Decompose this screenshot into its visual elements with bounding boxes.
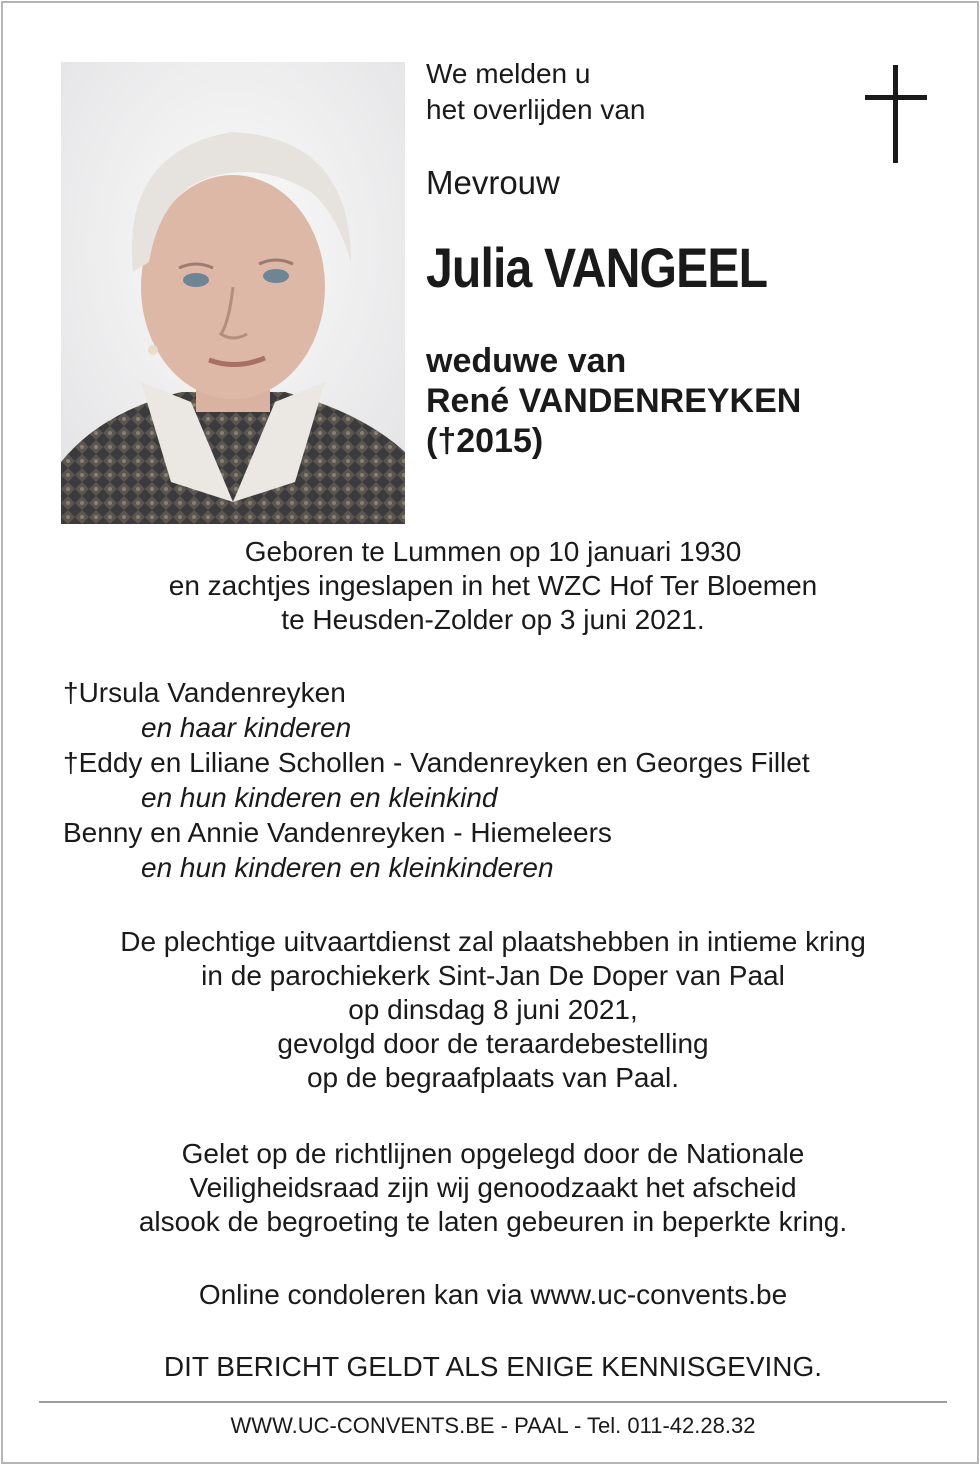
- covid-line-1: Gelet op de richtlijnen opgelegd door de Nationale: [181, 1138, 805, 1169]
- intro-line-1: We melden u: [426, 58, 591, 89]
- family-sub: en haar kinderen: [141, 712, 352, 743]
- portrait-illustration: [61, 62, 405, 524]
- family-name: †Ursula Vandenreyken: [63, 677, 346, 708]
- cross-icon: [865, 65, 927, 163]
- birth-line-2: en zachtjes ingeslapen in het WZC Hof Ter Bloemen: [168, 570, 818, 601]
- family-sub: en hun kinderen en kleinkind: [141, 782, 498, 813]
- family-name: †Eddy en Liliane Schollen - Vandenreyken en Georges Fillet: [63, 747, 810, 778]
- covid-line-2: Veiligheidsraad zijn wij genoodzaakt het afscheid: [189, 1172, 797, 1203]
- widow-line-1: weduwe van: [426, 342, 627, 380]
- widow-line-2: René VANDENREYKEN: [426, 382, 802, 420]
- intro-line-2: het overlijden van: [426, 94, 646, 125]
- widow-info: [426, 341, 801, 461]
- family-sub: en hun kinderen en kleinkinderen: [141, 852, 554, 883]
- sole-notice: DIT BERICHT GELDT ALS ENIGE KENNISGEVING.: [163, 1351, 823, 1382]
- family-list: [63, 675, 810, 885]
- birth-line-3: te Heusden-Zolder op 3 juni 2021.: [281, 604, 705, 635]
- birth-line-1: Geboren te Lummen op 10 januari 1930: [244, 536, 742, 567]
- widow-line-3: (†2015): [426, 422, 544, 460]
- honorific: Mevrouw: [426, 164, 560, 201]
- obituary-card: [1, 1, 979, 1464]
- birth-death-info: [3, 535, 980, 637]
- funeral-line-2: in de parochiekerk Sint-Jan De Doper van Paal: [201, 960, 785, 991]
- footer-divider: [39, 1401, 947, 1403]
- funeral-line-4: gevolgd door de teraardebestelling: [277, 1028, 709, 1059]
- deceased-name: Julia VANGEEL: [426, 236, 768, 299]
- announcement-intro: [426, 56, 645, 128]
- portrait-photo: [61, 62, 405, 524]
- funeral-line-1: De plechtige uitvaartdienst zal plaatshebben in intieme kring: [120, 926, 866, 957]
- footer-contact: WWW.UC-CONVENTS.BE - PAAL - Tel. 011-42.28.32: [230, 1413, 756, 1438]
- covid-notice: [3, 1137, 980, 1239]
- covid-line-3: alsook de begroeting te laten gebeuren in beperkte kring.: [138, 1206, 848, 1237]
- online-condolence: Online condoleren kan via www.uc-convents.be: [198, 1279, 788, 1310]
- funeral-line-3: op dinsdag 8 juni 2021,: [348, 994, 638, 1025]
- family-name: Benny en Annie Vandenreyken - Hiemeleers: [63, 817, 612, 848]
- funeral-info: [3, 925, 980, 1095]
- funeral-line-5: op de begraafplaats van Paal.: [306, 1062, 680, 1093]
